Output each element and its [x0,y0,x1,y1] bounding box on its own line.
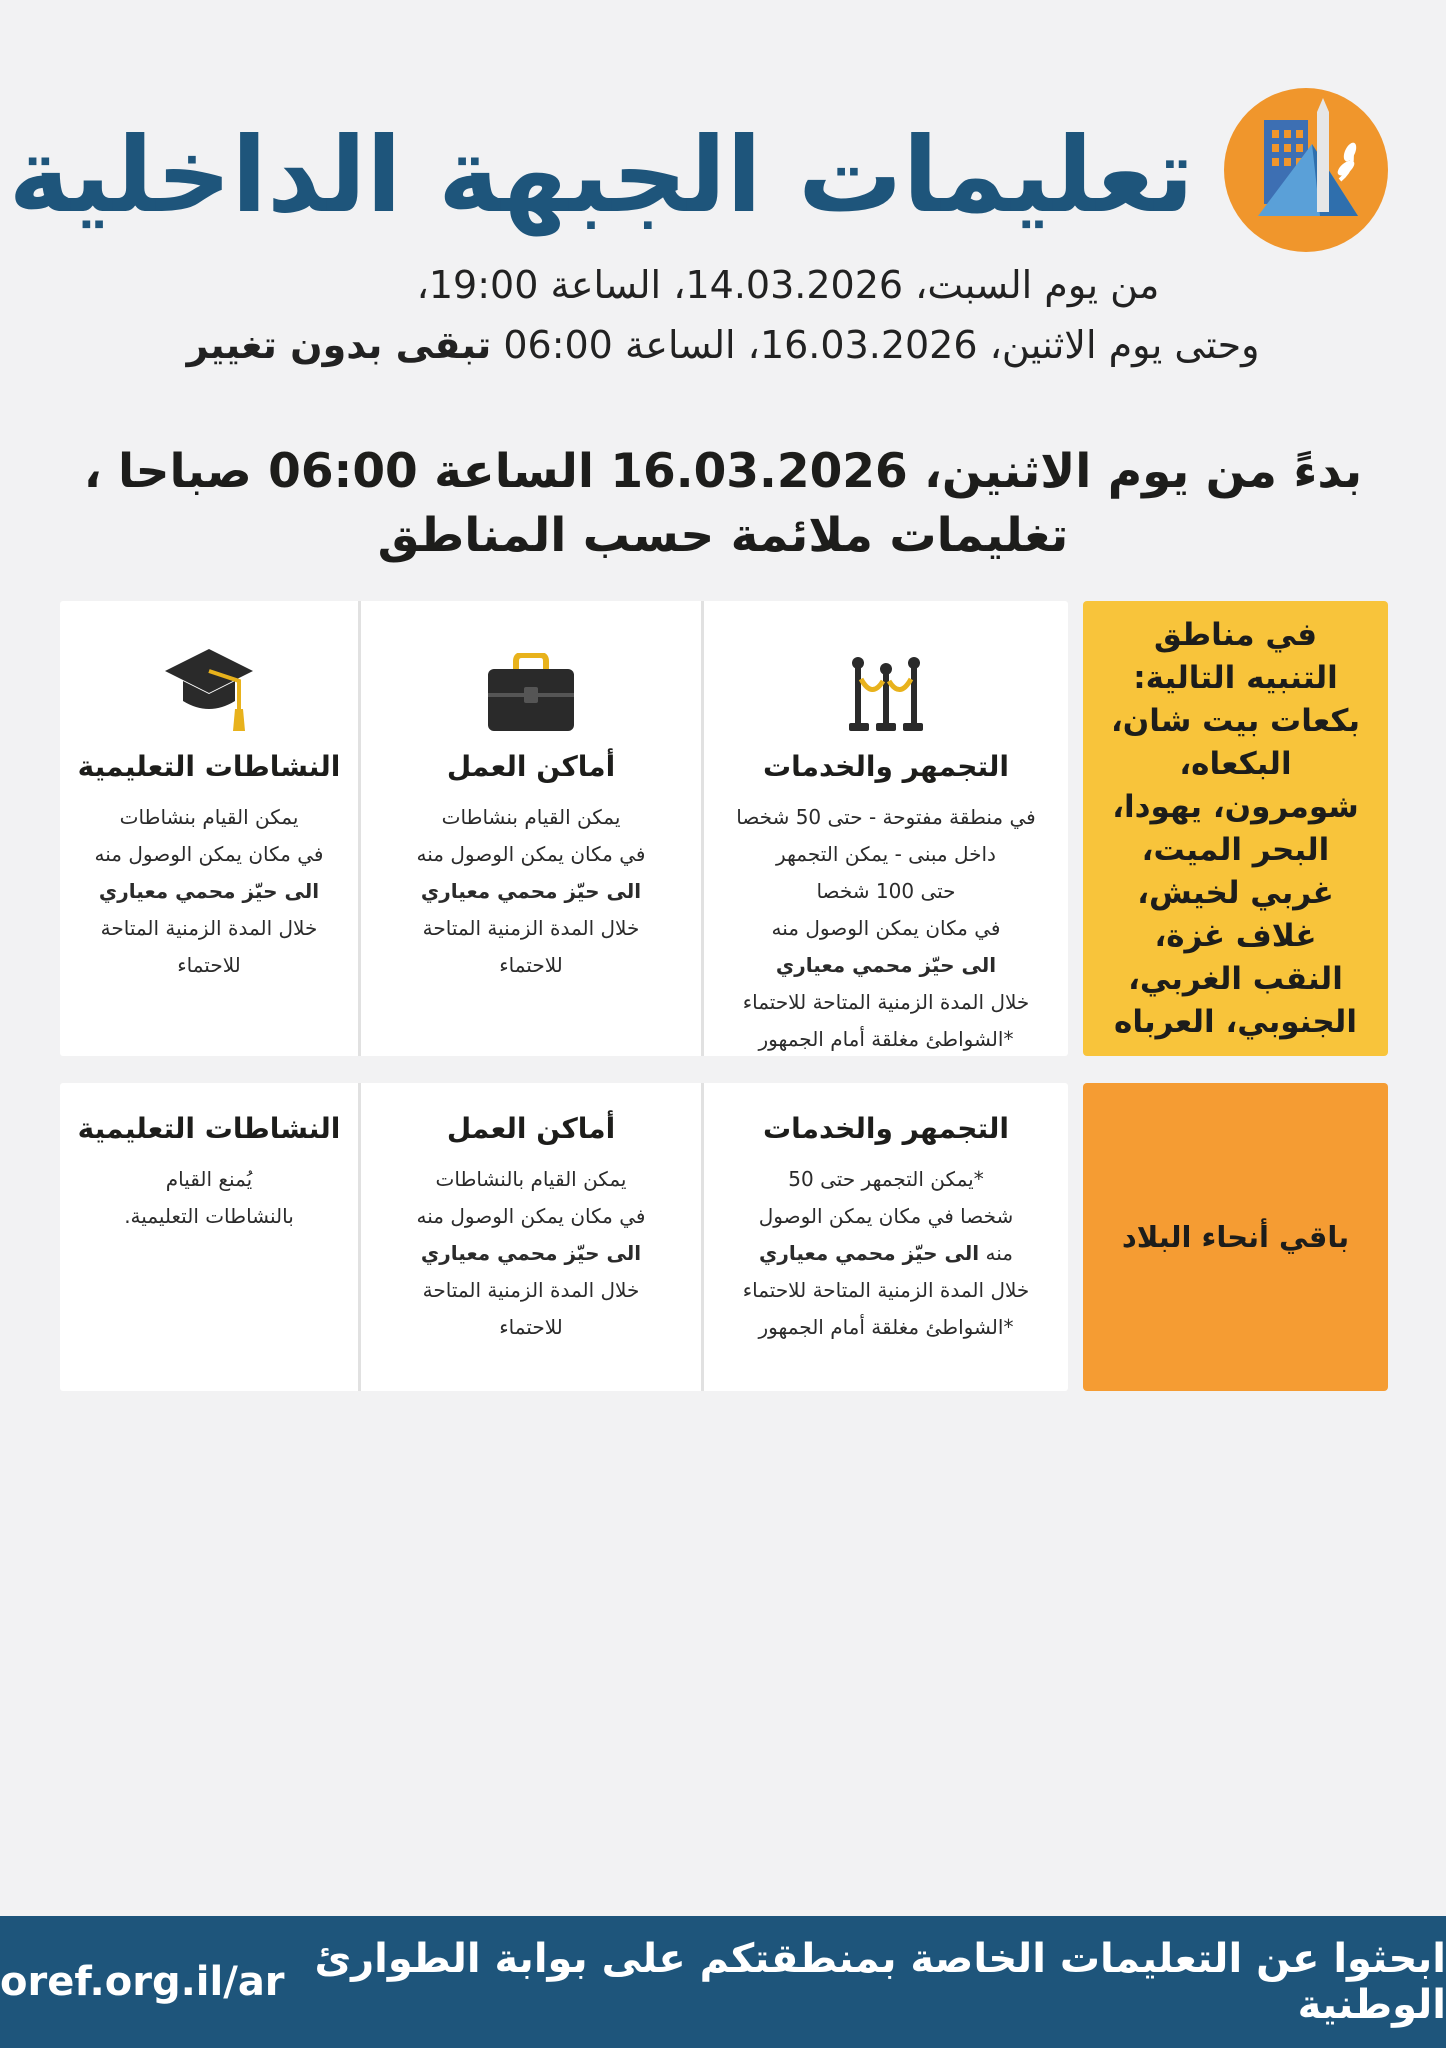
rest-of-country-row [60,1083,1388,1391]
column-divider [701,1083,704,1391]
validity-dates [0,255,1446,375]
workplaces-line-1: يمكن القيام بالنشاطات [435,1167,627,1191]
gathering-line-7: *الشواطئ مغلقة أمام الجمهور [758,1027,1014,1051]
gathering-line-5: *الشواطئ مغلقة أمام الجمهور [758,1315,1014,1339]
gathering-line-3: حتى 100 شخصا [816,879,956,903]
rest-of-country-label: باقي أنحاء البلاد [1083,1083,1388,1391]
gathering-column [704,601,1068,1056]
gathering-line-4: خلال المدة الزمنية المتاحة للاحتماء [742,1278,1030,1302]
gathering-line-3a: منه [979,1241,1013,1265]
gathering-line-1: في منطقة مفتوحة - حتى 50 شخصا [736,805,1036,829]
column-divider [358,1083,361,1391]
gathering-title: التجمهر والخدمات [763,1112,1009,1145]
education-line-3: الى حيّز محمي معياري [98,879,320,903]
gathering-title: التجمهر والخدمات [763,750,1009,783]
rest-of-country-panel [60,1083,1068,1391]
headline-line-2: تغليمات ملائمة حسب المناطق [377,508,1069,563]
column-divider [358,601,361,1056]
workplaces-column [361,1083,701,1391]
workplaces-line-5: للاحتماء [499,1315,563,1339]
home-front-command-logo [1224,88,1388,252]
logo-emblem-icon [1224,88,1388,252]
gathering-text [712,799,1060,1058]
workplaces-line-4: خلال المدة الزمنية المتاحة [422,916,640,940]
gathering-line-4: في مكان يمكن الوصول منه [771,916,1001,940]
headline-line-1: بدءً من يوم الاثنين، 16.03.2026 الساعة 06:00 صباحا ، [83,444,1363,499]
workplaces-line-4: خلال المدة الزمنية المتاحة [422,1278,640,1302]
education-line-1: يمكن القيام بنشاطات [119,805,299,829]
education-text [68,1161,350,1235]
alert-zones-areas: بكعات بيت شان، البكعاه، شومرون، يهودا، البحر الميت، غربي لخيش، غلاف غزة، النقب الغربي، الجنوبي، العرباه [1110,702,1360,1040]
page-title: تعليمات الجبهة الداخلية [8,114,1194,236]
gathering-line-2: داخل مبنى - يمكن التجمهر [776,842,996,866]
education-title: النشاطات التعليمية [77,1112,341,1145]
workplaces-line-1: يمكن القيام بنشاطات [441,805,621,829]
dates-line-2-text: وحتى يوم الاثنين، 16.03.2026، الساعة 06:00 [503,323,1260,367]
education-line-2: بالنشاطات التعليمية. [124,1204,294,1228]
briefcase-icon [369,623,693,733]
alert-zones-title: في مناطق التنبيه التالية: [1133,616,1338,696]
footer-text: ابحثوا عن التعليمات الخاصة بمنطقتكم على بوابة الطوارئ الوطنية [314,1936,1446,2028]
workplaces-text [369,799,693,984]
gathering-column [704,1083,1068,1391]
stanchion-icon [712,623,1060,733]
education-line-4: خلال المدة الزمنية المتاحة [100,916,318,940]
workplaces-title: أماكن العمل [446,1112,616,1145]
workplaces-line-2: في مكان يمكن الوصول منه [416,1204,646,1228]
education-line-2: في مكان يمكن الوصول منه [94,842,324,866]
alert-zones-label [1083,601,1388,1056]
education-text [68,799,350,984]
column-divider [701,601,704,1056]
gathering-text [712,1161,1060,1346]
education-title: النشاطات التعليمية [77,750,341,783]
gathering-line-1: *يمكن التجمهر حتى 50 [788,1167,984,1191]
workplaces-title: أماكن العمل [446,750,616,783]
workplaces-line-5: للاحتماء [499,953,563,977]
education-line-5: للاحتماء [177,953,241,977]
footer-banner [0,1916,1446,2048]
workplaces-line-2: في مكان يمكن الوصول منه [416,842,646,866]
workplaces-line-3: الى حيّز محمي معياري [420,879,642,903]
alert-zones-row [60,601,1388,1056]
dates-line-2-bold: تبقى بدون تغيير [186,323,492,367]
gathering-line-5: الى حيّز محمي معياري [775,953,997,977]
education-line-1: يُمنع القيام [165,1167,253,1191]
headline [0,440,1446,568]
gathering-line-3b: الى حيّز محمي معياري [759,1241,980,1265]
alert-zones-panel [60,601,1068,1056]
footer-url-link[interactable]: oref.org.il/ar [0,1959,285,2005]
education-column [60,601,358,1056]
gathering-line-6: خلال المدة الزمنية المتاحة للاحتماء [742,990,1030,1014]
education-column [60,1083,358,1391]
workplaces-column [361,601,701,1056]
workplaces-text [369,1161,693,1346]
header [0,80,1446,270]
gathering-line-2: شخصا في مكان يمكن الوصول [758,1204,1014,1228]
dates-line-2 [0,315,1446,375]
graduation-cap-icon [68,623,350,733]
workplaces-line-3: الى حيّز محمي معياري [420,1241,642,1265]
dates-line-1: من يوم السبت، 14.03.2026، الساعة 19:00، [416,263,1160,307]
